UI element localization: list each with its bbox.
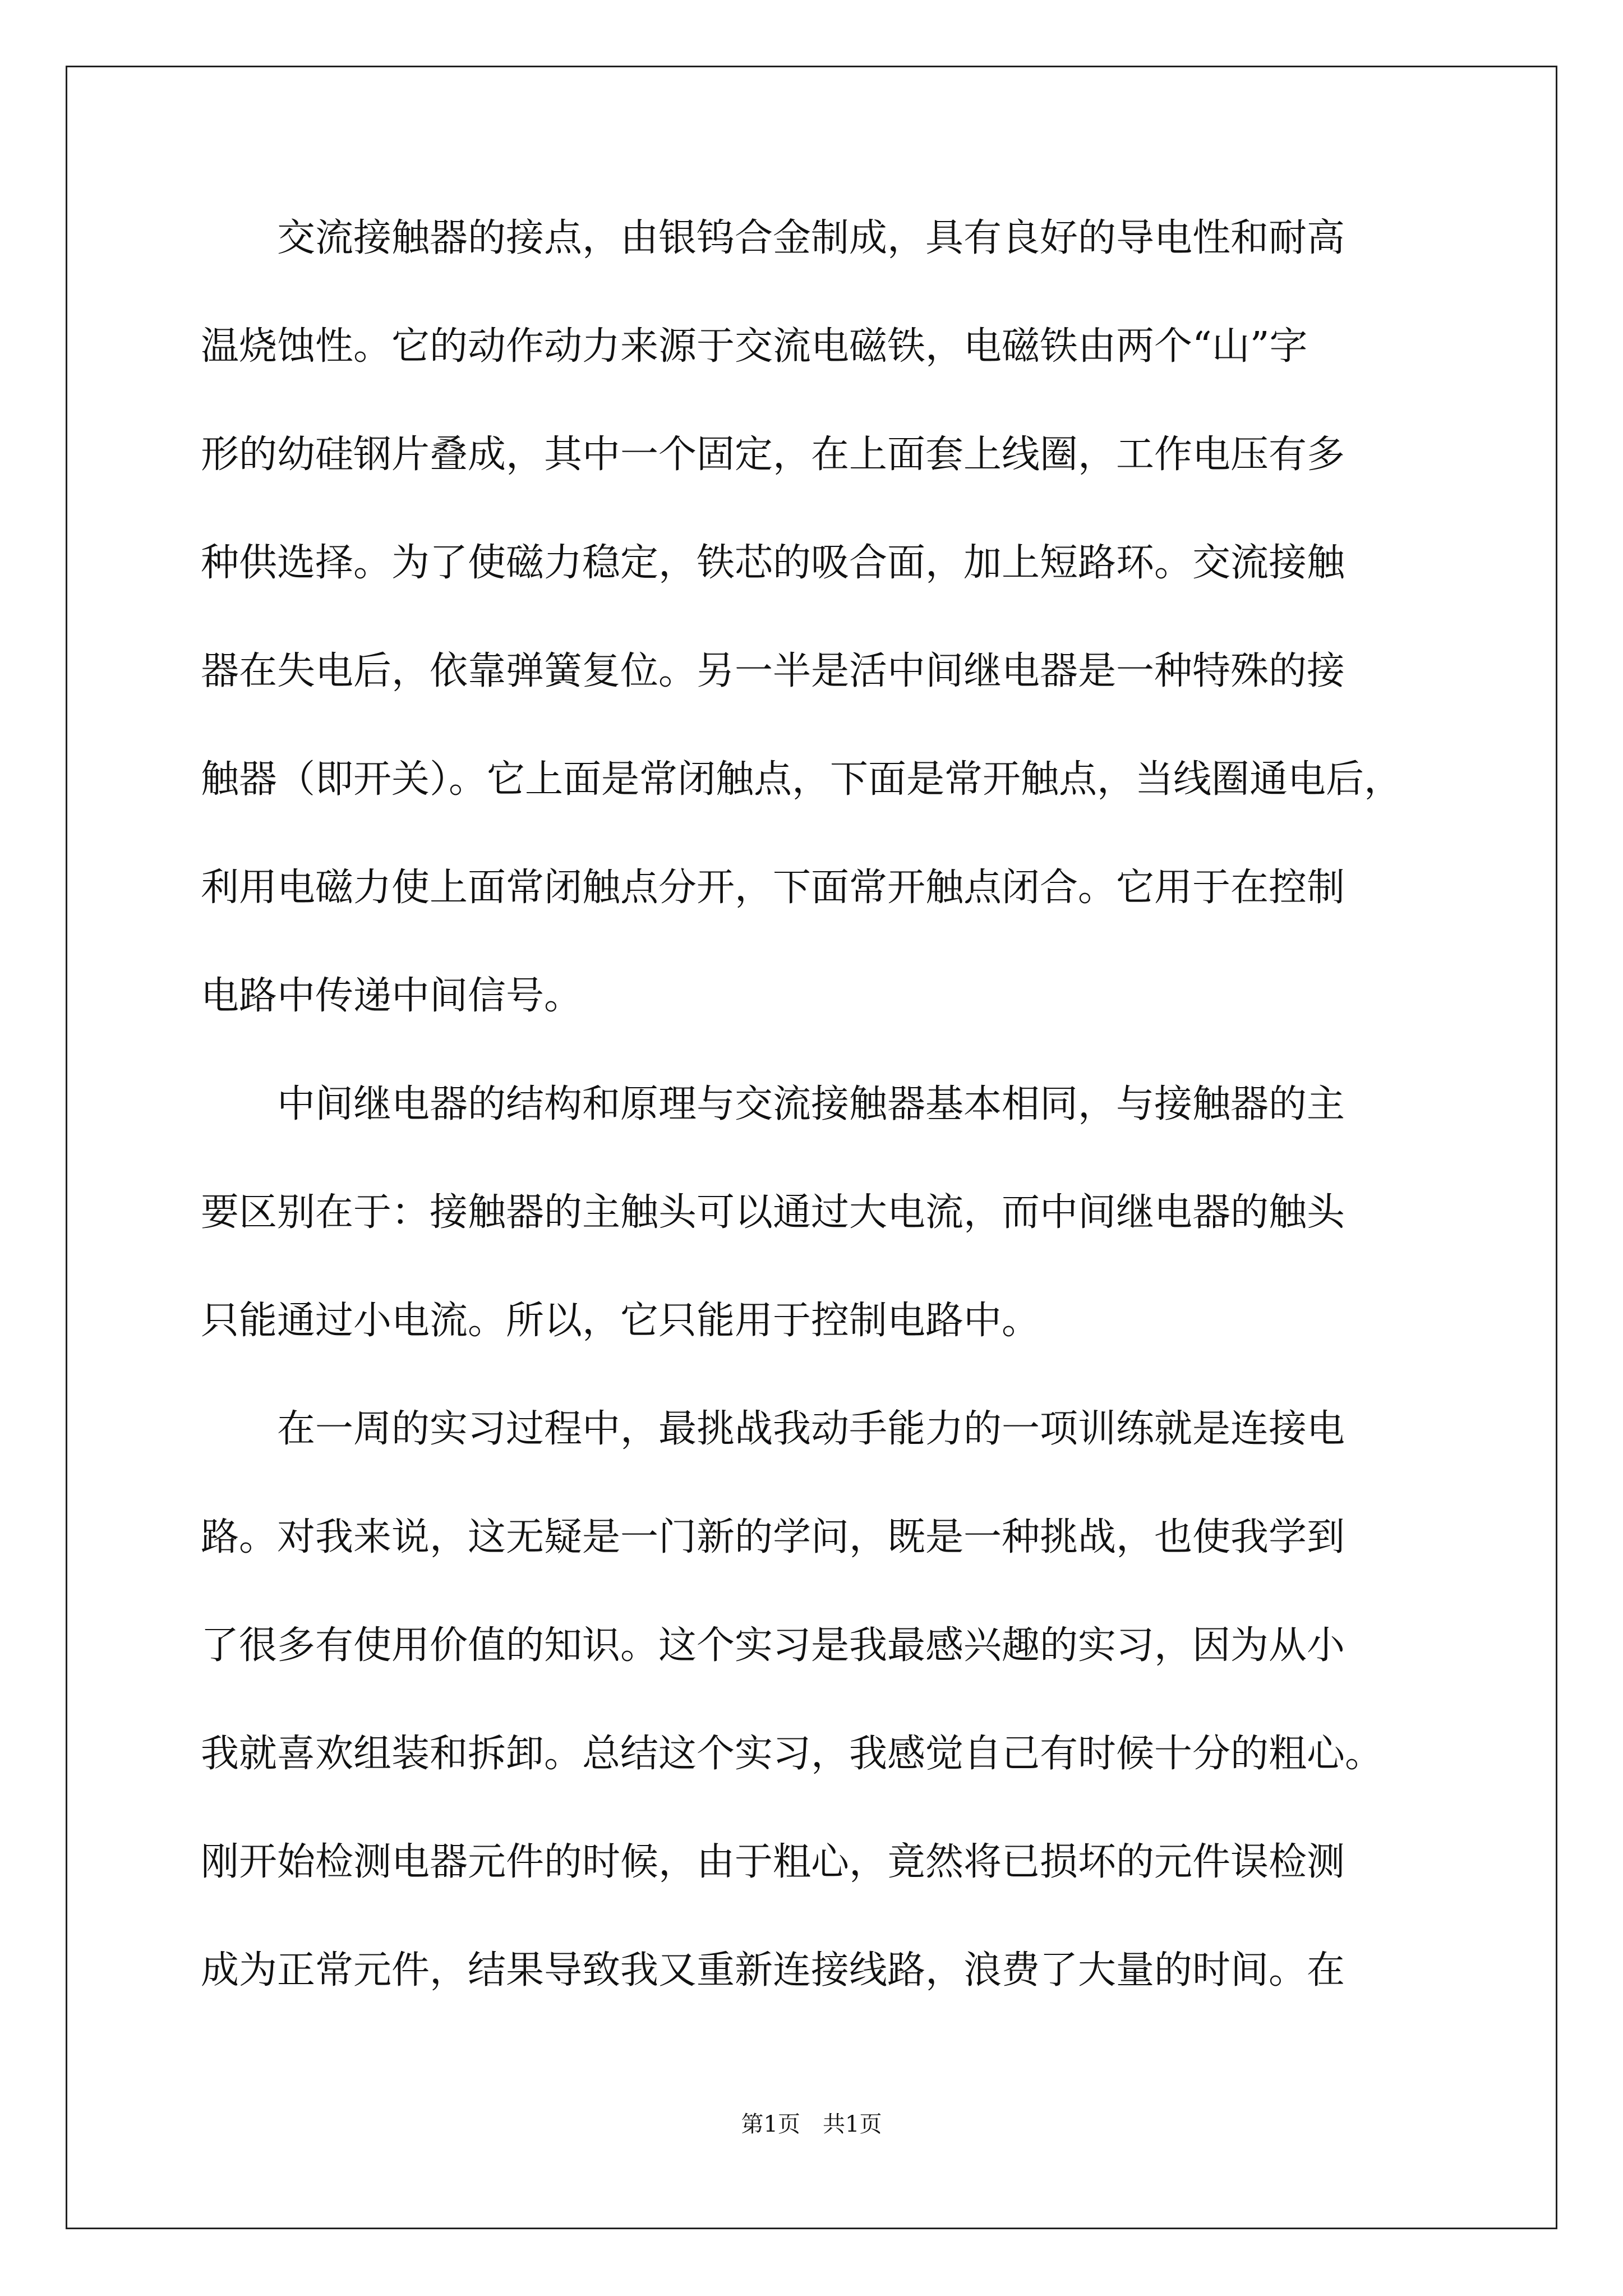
text-line: 器在失电后，依靠弹簧复位。另一半是活中间继电器是一种特殊的接: [201, 649, 1345, 693]
text-line: 触器（即开关）。它上面是常闭触点，下面是常开触点，当线圈通电后，: [201, 757, 1403, 802]
text-line: 刚开始检测电器元件的时候，由于粗心，竟然将已损坏的元件误检测: [201, 1840, 1345, 1884]
text-line: 了很多有使用价值的知识。这个实习是我最感兴趣的实习，因为从小: [201, 1623, 1345, 1668]
text-line: 要区别在于：接触器的主触头可以通过大电流，而中间继电器的触头: [201, 1190, 1345, 1235]
text-line: 种供选择。为了使磁力稳定，铁芯的吸合面，加上短路环。交流接触: [201, 541, 1345, 585]
text-line: 电路中传递中间信号。: [201, 974, 583, 1018]
text-line: 成为正常元件，结果导致我又重新连接线路，浪费了大量的时间。在: [201, 1948, 1345, 1993]
text-line: 利用电磁力使上面常闭触点分开，下面常开触点闭合。它用于在控制: [201, 866, 1345, 910]
text-line: 温烧蚀性。它的动作动力来源于交流电磁铁，电磁铁由两个“山”字: [201, 324, 1308, 369]
document-body: [201, 210, 1429, 2051]
text-line: 我就喜欢组装和拆卸。总结这个实习，我感觉自己有时候十分的粗心。: [201, 1732, 1384, 1776]
text-line: 形的幼硅钢片叠成，其中一个固定，在上面套上线圈，工作电压有多: [201, 432, 1345, 477]
text-line: 在一周的实习过程中，最挑战我动手能力的一项训练就是连接电: [201, 1407, 1345, 1451]
text-line: 中间继电器的结构和原理与交流接触器基本相同，与接触器的主: [201, 1082, 1345, 1126]
page-footer: 第1页 共1页: [741, 2111, 882, 2137]
text-line: 路。对我来说，这无疑是一门新的学问，既是一种挑战，也使我学到: [201, 1515, 1345, 1559]
text-line: 只能通过小电流。所以，它只能用于控制电路中。: [201, 1299, 1040, 1343]
text-line: 交流接触器的接点，由银钨合金制成，具有良好的导电性和耐高: [201, 216, 1345, 260]
